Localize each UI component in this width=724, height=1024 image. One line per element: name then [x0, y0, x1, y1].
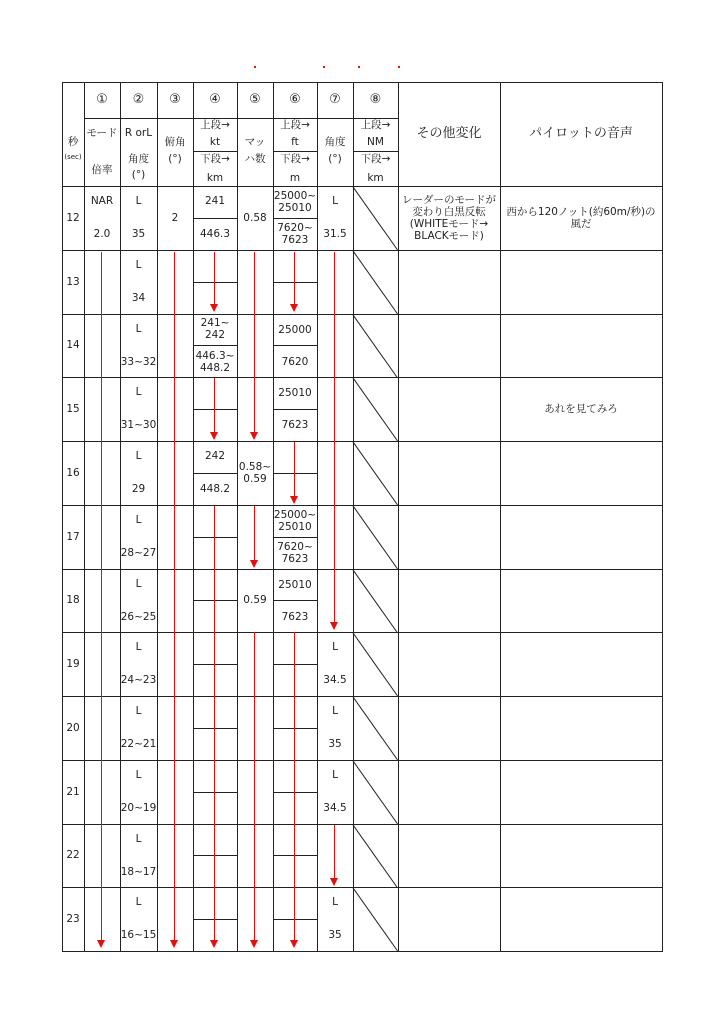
continuation-arrow-line [294, 442, 295, 498]
mach-cell: 0.58 [243, 211, 267, 224]
header-number-row-line [84, 118, 398, 119]
angle-cell: 22~21 [120, 738, 157, 750]
seconds-cell: 20 [66, 721, 80, 734]
mode-label: モード [86, 127, 118, 139]
seconds-cell: 13 [66, 275, 80, 288]
lower-label: 下段→ [360, 153, 391, 165]
angle-cell: 31~30 [120, 419, 157, 432]
other-change-cell: レーダーのモードが 変わり白黒反転 (WHITEモード→ BLACKモード) [401, 193, 497, 242]
ft-cell: 25010 [278, 578, 312, 591]
m-cell: 7623 [281, 610, 309, 623]
cell-split-line [273, 664, 317, 665]
column-line [84, 82, 85, 952]
arrow-down-icon [170, 940, 178, 948]
ft-cell: 25000~ 25010 [273, 508, 317, 533]
column-line [353, 82, 354, 952]
header-split-line [273, 151, 317, 152]
cell-split-line [273, 728, 317, 729]
red-dot-mark [323, 66, 325, 68]
column-number: ① [96, 92, 108, 107]
cell-split-line [193, 282, 237, 283]
header-split-line [193, 151, 237, 152]
red-dot-mark [254, 66, 256, 68]
m-cell: 7623 [281, 419, 309, 432]
column-line [317, 82, 318, 952]
km-label: km [367, 172, 384, 184]
zoom-cell: 2.0 [93, 228, 111, 240]
diagonal-line [352, 377, 398, 441]
ft-cell: 25000 [278, 323, 312, 336]
arrow-down-icon [330, 878, 338, 886]
diagonal-line [352, 824, 398, 888]
pilot-voice-cell: 西から120ノット(約60m/秒)の 風だ [506, 205, 656, 230]
kt-cell: 241~ 242 [200, 316, 230, 341]
row-line [62, 632, 663, 633]
ft-label: ft [291, 136, 299, 148]
row-line [62, 887, 663, 888]
continuation-arrow-line [254, 506, 255, 562]
row-line [62, 314, 663, 315]
mach-cell: 0.59 [243, 594, 267, 607]
cell-split-line [273, 600, 317, 601]
rl-cell: L [135, 641, 142, 654]
pitch-deg-label: (°) [168, 153, 182, 165]
m-cell: 7620~ 7623 [277, 540, 313, 565]
diagonal-line [352, 314, 398, 378]
arrow-down-icon [250, 432, 258, 440]
continuation-arrow-line [214, 378, 215, 434]
column-number: ⑧ [369, 92, 382, 107]
zoom-label: 倍率 [91, 164, 113, 176]
angle-cell: 26~25 [120, 610, 157, 623]
seconds-cell: 18 [66, 594, 80, 607]
seconds-cell: 17 [66, 530, 80, 543]
row-line [62, 760, 663, 761]
arrow-down-icon [210, 940, 218, 948]
row-line [62, 951, 663, 952]
seconds-cell: 16 [66, 466, 80, 479]
seconds-cell: 21 [66, 785, 80, 798]
upper-label: 上段→ [280, 119, 310, 131]
cell-split-line [273, 792, 317, 793]
cell-split-line [273, 537, 317, 538]
angle-cell: 18~17 [120, 865, 157, 878]
km-label: km [206, 172, 224, 184]
arrow-down-icon [97, 940, 105, 948]
sec-unit: (sec) [64, 153, 82, 161]
continuation-arrow-line [254, 252, 255, 434]
arrow-down-icon [210, 432, 218, 440]
angle-label: 角度 [128, 153, 149, 165]
continuation-arrow-line [214, 252, 215, 306]
rl-cell: L [135, 896, 142, 909]
row-line [62, 377, 663, 378]
rl-cell: L [135, 832, 142, 845]
cell-split-line [273, 919, 317, 920]
rl-label: R orL [124, 127, 153, 139]
red-dot-mark [358, 66, 360, 68]
row-line [62, 824, 663, 825]
nm-label: NM [367, 136, 384, 148]
diagonal-line [352, 569, 398, 633]
seconds-cell: 12 [66, 211, 80, 224]
arrow-down-icon [330, 622, 338, 630]
cell-split-line [193, 664, 237, 665]
cell-split-line [193, 919, 237, 920]
row-line [62, 441, 663, 442]
rl-cell: L [135, 513, 142, 526]
angle7-top-cell: L [332, 705, 338, 717]
mach-cell: 0.58~ 0.59 [238, 460, 272, 485]
rl-cell: L [135, 195, 142, 207]
row-line [62, 250, 663, 251]
cell-split-line [273, 282, 317, 283]
cell-split-line [273, 473, 317, 474]
cell-split-line [273, 409, 317, 410]
ft-cell: 25000~ 25010 [273, 190, 317, 214]
cell-split-line [193, 792, 237, 793]
row-line [62, 696, 663, 697]
diagonal-line [352, 505, 398, 569]
angle-cell: 24~23 [120, 674, 157, 687]
pilot-header: パイロットの音声 [529, 126, 633, 141]
angle7-top-cell: L [332, 641, 338, 654]
continuation-arrow-line [214, 506, 215, 942]
angle-cell: 35 [131, 228, 146, 240]
cell-split-line [193, 473, 237, 474]
cell-split-line [273, 218, 317, 219]
angle7-bottom-cell: 35 [328, 738, 342, 750]
cell-split-line [193, 537, 237, 538]
cell-split-line [193, 855, 237, 856]
cell-split-line [193, 409, 237, 410]
rl-cell: L [135, 450, 142, 462]
diagonal-line [352, 632, 398, 696]
arrow-down-icon [210, 304, 218, 312]
deg-label: (°) [328, 153, 342, 165]
continuation-arrow-line [174, 252, 175, 942]
seconds-cell: 22 [66, 849, 80, 862]
header-split-line [353, 151, 398, 152]
column-number: ⑤ [249, 92, 261, 107]
row-line [62, 505, 663, 506]
cell-split-line [193, 218, 237, 219]
kt-cell: 242 [204, 450, 226, 462]
seconds-cell: 14 [66, 339, 80, 352]
pilot-voice-cell: あれを見てみろ [544, 403, 618, 416]
arrow-down-icon [290, 940, 298, 948]
lower-label: 下段→ [200, 153, 230, 165]
seconds-cell: 15 [66, 403, 80, 416]
pitch-label: 俯角 [164, 136, 186, 148]
mach-label: マッ [244, 136, 266, 148]
rl-cell: L [135, 768, 142, 781]
diagonal-line [352, 887, 398, 951]
angle7-top-cell: L [332, 195, 338, 207]
angle7-top-cell: L [332, 896, 338, 909]
m-cell: 7620~ 7623 [277, 222, 313, 246]
seconds-cell: 23 [66, 913, 80, 926]
angle7-bottom-cell: 34.5 [323, 674, 347, 687]
cell-split-line [193, 600, 237, 601]
diagonal-line [352, 186, 398, 250]
angle7-bottom-cell: 35 [328, 929, 342, 942]
column-line [662, 82, 663, 952]
mach-label: ハ数 [244, 153, 266, 165]
rl-cell: L [135, 705, 142, 717]
continuation-arrow-line [294, 252, 295, 306]
column-line [193, 82, 194, 952]
continuation-arrow-line [334, 252, 335, 624]
diagonal-line [352, 760, 398, 824]
rl-cell: L [135, 258, 142, 271]
deg-label: (°) [131, 169, 146, 181]
angle7-bottom-cell: 34.5 [323, 801, 347, 814]
continuation-arrow-line [294, 632, 295, 942]
angle-cell: 28~27 [120, 546, 157, 559]
seconds-cell: 19 [66, 658, 80, 671]
arrow-down-icon [250, 940, 258, 948]
lower-label: 下段→ [280, 153, 310, 165]
m-cell: 7620 [281, 355, 309, 368]
arrow-down-icon [250, 560, 258, 568]
kt-label: kt [209, 136, 221, 148]
angle-label: 角度 [324, 136, 346, 148]
arrow-down-icon [290, 304, 298, 312]
rl-cell: L [135, 577, 142, 590]
continuation-arrow-line [334, 825, 335, 880]
diagonal-line [352, 250, 398, 314]
km-cell: 446.3~ 448.2 [195, 349, 235, 374]
cell-split-line [273, 855, 317, 856]
kt-cell: 241 [204, 195, 226, 207]
angle7-top-cell: L [332, 768, 338, 781]
arrow-down-icon [290, 496, 298, 504]
other-header: その他変化 [416, 126, 482, 141]
sec-label: 秒 [67, 136, 79, 148]
angle-cell: 34 [131, 291, 146, 304]
upper-label: 上段→ [360, 119, 391, 131]
continuation-arrow-line [254, 632, 255, 942]
cell-split-line [273, 345, 317, 346]
km-cell: 446.3 [199, 228, 231, 240]
continuation-arrow-line [101, 252, 102, 942]
cell-split-line [193, 345, 237, 346]
column-number: ④ [209, 92, 221, 107]
column-number: ② [132, 92, 145, 107]
angle-cell: 16~15 [120, 929, 157, 942]
upper-label: 上段→ [200, 119, 230, 131]
angle7-bottom-cell: 31.5 [323, 228, 347, 240]
rl-cell: L [135, 386, 142, 399]
diagonal-line [352, 696, 398, 760]
rl-cell: L [135, 322, 142, 335]
angle-cell: 29 [131, 483, 146, 495]
pitch-cell: 2 [171, 211, 179, 224]
column-number: ⑥ [289, 92, 301, 107]
m-label: m [289, 172, 301, 184]
km-cell: 448.2 [199, 483, 231, 495]
ft-cell: 25010 [278, 387, 312, 400]
cell-split-line [193, 728, 237, 729]
diagonal-line [352, 441, 398, 505]
column-number: ⑦ [329, 92, 341, 107]
mode-cell: NAR [90, 195, 114, 207]
row-line [62, 569, 663, 570]
angle-cell: 20~19 [120, 801, 157, 814]
angle-cell: 33~32 [120, 355, 157, 368]
table-top-border [62, 82, 663, 83]
header-bottom-line [62, 186, 663, 187]
red-dot-mark [398, 66, 400, 68]
column-number: ③ [169, 92, 181, 107]
